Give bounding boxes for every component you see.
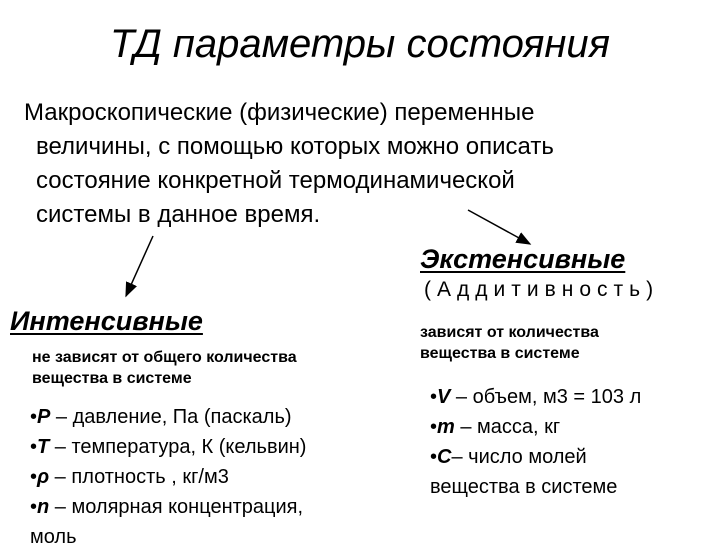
parameter-symbol: m [437, 416, 455, 438]
extensive-subtitle: (Аддитивность) [424, 278, 660, 301]
intensive-description [32, 347, 297, 389]
list-item-continuation: вещества в системе [430, 476, 618, 498]
list-item [30, 432, 306, 462]
parameter-text: – объем, м3 = 103 л [450, 386, 642, 408]
bullet-icon: • [430, 386, 438, 408]
extensive-description [420, 322, 599, 364]
desc-line: зависят от количества [420, 324, 599, 341]
parameter-symbol: V [437, 386, 451, 408]
desc-line: не зависят от общего количества [32, 349, 297, 366]
intro-line: Макроскопические (физические) переменные [24, 99, 535, 126]
extensive-parameter-list [430, 382, 641, 502]
parameter-symbol: ρ [37, 466, 50, 488]
parameter-text: – плотность , кг/м3 [49, 466, 229, 488]
arrow-to-intensive [126, 236, 153, 296]
list-item [30, 402, 306, 432]
list-item [30, 462, 306, 492]
parameter-symbol: n [37, 496, 50, 518]
desc-line: вещества в системе [32, 370, 192, 387]
bullet-icon: • [430, 446, 438, 468]
intro-line: системы в данное время. [36, 201, 321, 228]
parameter-symbol: T [37, 436, 50, 458]
slide-title: ТД параметры состояния [110, 22, 610, 66]
bullet-icon: • [30, 496, 38, 518]
parameter-text: – молярная концентрация, [49, 496, 304, 518]
bullet-icon: • [30, 436, 38, 458]
arrow-to-extensive [468, 210, 530, 244]
parameter-text: – число молей [451, 446, 587, 468]
bullet-icon: • [430, 416, 438, 438]
parameter-text: – масса, кг [454, 416, 561, 438]
bullet-icon: • [30, 406, 38, 428]
intro-line: величины, с помощью которых можно описать [36, 133, 554, 160]
intensive-heading: Интенсивные [10, 306, 203, 336]
extensive-heading: Экстенсивные [420, 244, 626, 274]
list-item [430, 382, 641, 412]
desc-line: вещества в системе [420, 345, 580, 362]
intensive-parameter-list [30, 402, 306, 552]
list-item [430, 412, 641, 442]
bullet-icon: • [30, 466, 38, 488]
parameter-text: – давление, Па (паскаль) [50, 406, 292, 428]
parameter-symbol: P [37, 406, 51, 428]
intro-line: состояние конкретной термодинамической [36, 167, 515, 194]
parameter-symbol: C [437, 446, 452, 468]
list-item [30, 492, 306, 522]
list-item [430, 442, 641, 472]
parameter-text: – температура, К (кельвин) [49, 436, 307, 458]
list-item-continuation: моль [30, 526, 77, 548]
